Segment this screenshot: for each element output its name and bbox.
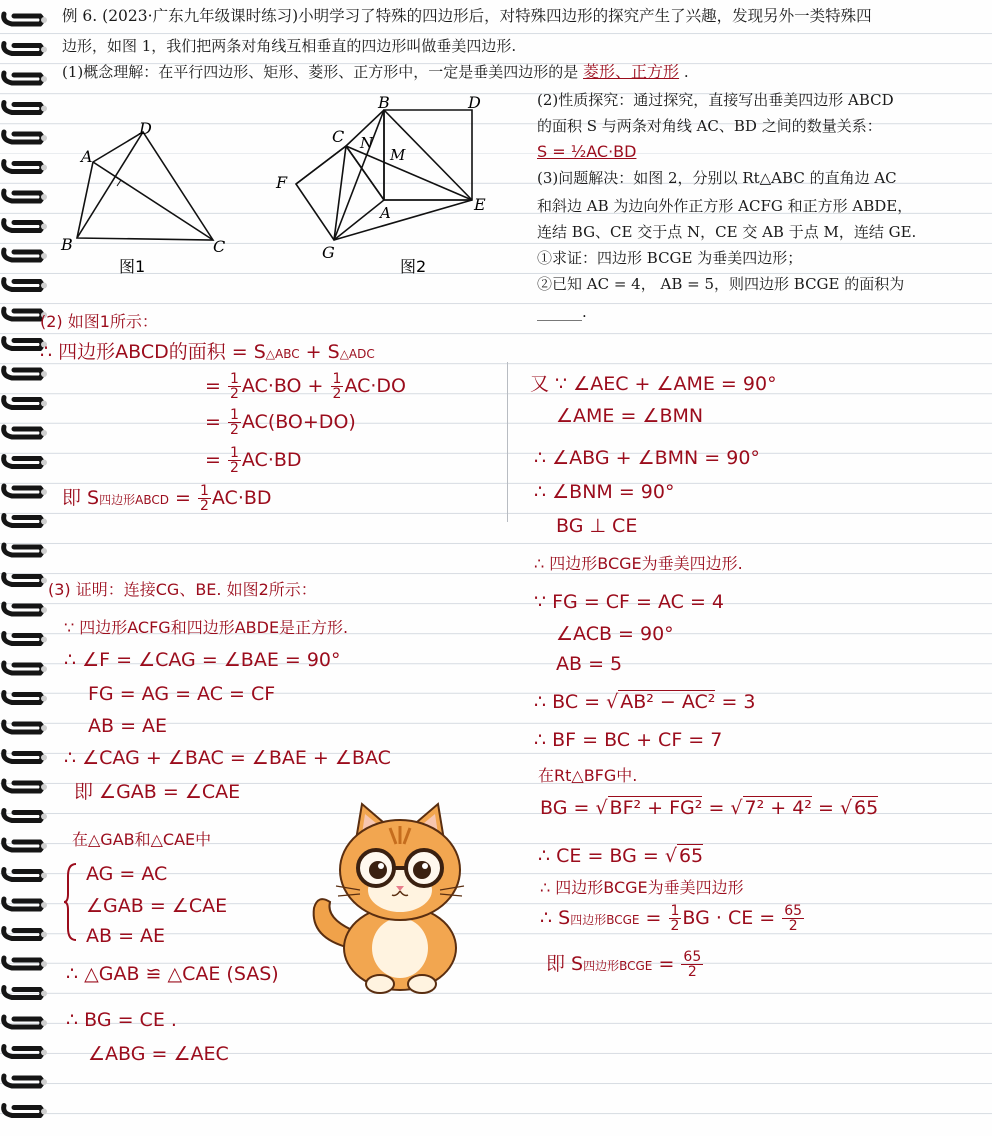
ce-prefix: ∴ CE = BG = — [538, 845, 665, 867]
equals: = — [205, 375, 227, 397]
proof-line-8: AG = AC — [86, 863, 168, 885]
fig2-label-m: M — [390, 146, 406, 164]
spiral-ring — [4, 162, 47, 172]
step-4-text: AC·BD — [241, 449, 302, 471]
fig2-label-n: N — [360, 134, 374, 152]
solution-3-heading: (3) 证明：连接CG、BE. 如图2所示： — [48, 580, 317, 599]
question-1-text: (1)概念理解：在平行四边形、矩形、菱形、正方形中，一定是垂美四边形的是 — [62, 63, 579, 81]
right-line-11: ∴ BF = BC + CF = 7 — [534, 729, 723, 751]
problem-line-2: 边形，如图 1，我们把两条对角线互相垂直的四边形叫做垂美四边形. — [62, 37, 517, 55]
half-fraction — [331, 372, 344, 401]
spiral-ring — [4, 427, 47, 437]
right-line-14: ∴ CE = BG = √ 65 — [538, 845, 704, 867]
half-fraction — [228, 446, 241, 475]
question-3-sub-2: ②已知 AC = 4， AB = 5，则四边形 BCGE 的面积为 — [537, 275, 905, 293]
frac-den: 2 — [229, 422, 239, 438]
frac-den: 2 — [229, 460, 239, 476]
spiral-ring — [4, 486, 47, 496]
conclusion-prefix: 即 S — [62, 487, 100, 509]
conclusion-eq: = — [168, 487, 197, 509]
area-mid: BG · CE = — [682, 907, 782, 929]
spiral-ring — [4, 929, 47, 939]
question-3-blank: ______. — [537, 303, 587, 321]
question-2-line-1: (2)性质探究：通过探究，直接写出垂美四边形 ABCD — [537, 91, 894, 109]
frac-num: 65 — [683, 949, 702, 965]
spiral-ring — [4, 398, 47, 408]
proof-line-9: ∠GAB = ∠CAE — [86, 895, 228, 917]
final-prefix: 即 S — [546, 953, 584, 975]
problem-line-1: 例 6. (2023·广东九年级课时练习)小明学习了特殊的四边形后，对特殊四边形的探究产生了兴趣，发现另外一类特殊四 — [62, 7, 872, 25]
spiral-ring — [4, 1076, 47, 1086]
bg-radicand-1: BF² + FG² — [609, 797, 703, 819]
spiral-binding — [0, 0, 50, 1136]
proof-line-10: AB = AE — [86, 925, 166, 947]
conclusion-end: AC·BD — [211, 487, 272, 509]
cat-with-glasses-sticker — [300, 798, 490, 998]
right-line-17 — [546, 950, 704, 979]
frac-den: 2 — [687, 964, 697, 980]
spiral-ring — [4, 811, 47, 821]
right-line-3: ∴ ∠ABG + ∠BMN = 90° — [534, 447, 760, 469]
right-line-9: AB = 5 — [556, 653, 623, 675]
spiral-ring — [4, 368, 47, 378]
area-eq: = — [639, 907, 668, 929]
spiral-ring — [4, 1017, 47, 1027]
column-divider — [507, 362, 508, 522]
frac-den: 2 — [199, 498, 209, 514]
right-line-13: BG = √ BF² + FG² = √ 7² + 4² = √ 65 — [540, 797, 879, 819]
half-fraction — [669, 904, 682, 933]
question-3-line-2: 和斜边 AB 为边向外作正方形 ACFG 和正方形 ABDE， — [537, 197, 913, 215]
bc-result: = 3 — [715, 691, 756, 713]
proof-line-5: ∴ ∠CAG + ∠BAC = ∠BAE + ∠BAC — [64, 747, 391, 769]
equals: = — [205, 411, 227, 433]
bg-eq-2: = — [811, 797, 840, 819]
solution-2-step-3 — [205, 408, 356, 437]
bg-prefix: BG = — [540, 797, 596, 819]
frac-den: 2 — [788, 918, 798, 934]
step-3-text: AC(BO+DO) — [241, 411, 356, 433]
question-2-line-2: 的面积 S 与两条对角线 AC、BD 之间的数量关系： — [537, 117, 882, 135]
frac-den: 2 — [670, 918, 680, 934]
right-line-6: ∴ 四边形BCGE为垂美四边形. — [534, 554, 743, 573]
right-line-1: 又 ∵ ∠AEC + ∠AME = 90° — [530, 373, 777, 395]
proof-line-1: ∵ 四边形ACFG和四边形ABDE是正方形. — [64, 618, 349, 637]
frac-num: 1 — [199, 483, 209, 499]
spiral-ring — [4, 73, 47, 83]
fig1-label-b: B — [61, 235, 73, 254]
right-line-5: BG ⊥ CE — [556, 515, 638, 537]
spiral-ring — [4, 516, 47, 526]
fig2-label-c: C — [332, 127, 345, 146]
question-1-end: . — [683, 63, 689, 81]
conclusion-sub: 四边形ABCD — [99, 493, 169, 507]
solution-2-heading: (2) 如图1所示： — [40, 312, 158, 331]
solution-2-step-4 — [205, 446, 302, 475]
proof-line-3: FG = AG = AC = CF — [88, 683, 276, 705]
frac-den: 2 — [332, 386, 342, 402]
right-line-2: ∠AME = ∠BMN — [556, 405, 704, 427]
ce-result: 65 — [678, 845, 704, 867]
spiral-ring — [4, 663, 47, 673]
right-line-15: ∴ 四边形BCGE为垂美四边形 — [540, 878, 744, 897]
step-1-sub-adc: △ADC — [339, 347, 375, 361]
solution-2-step-2 — [205, 372, 406, 401]
spiral-ring — [4, 221, 47, 231]
step-1-plus: + S — [299, 341, 340, 363]
area-sub: 四边形BCGE — [570, 913, 640, 927]
frac-num: 1 — [229, 407, 239, 423]
spiral-ring — [4, 545, 47, 555]
step-2-end: AC·DO — [344, 375, 406, 397]
solution-2-step-1 — [40, 340, 375, 366]
solution-2-conclusion — [62, 484, 272, 513]
step-2-mid: AC·BO + — [241, 375, 330, 397]
figure-2 — [268, 94, 498, 274]
fig1-label-a: A — [81, 147, 93, 166]
spiral-ring — [4, 781, 47, 791]
spiral-ring — [4, 870, 47, 880]
right-line-10: ∴ BC = √ AB² − AC² = 3 — [534, 691, 756, 713]
area-prefix: ∴ S — [540, 907, 571, 929]
proof-line-13: ∠ABG = ∠AEC — [88, 1043, 229, 1065]
frac-num: 1 — [229, 445, 239, 461]
proof-line-6: 即 ∠GAB = ∠CAE — [74, 781, 241, 803]
spiral-ring — [4, 840, 47, 850]
brace-icon — [62, 862, 80, 942]
question-2-answer: S = ½AC·BD — [537, 142, 637, 161]
right-line-16 — [540, 904, 805, 933]
question-3-line-3: 连结 BG、CE 交于点 N，CE 交 AB 于点 M，连结 GE. — [537, 223, 917, 241]
final-eq: = — [652, 953, 681, 975]
fig1-label-d: D — [139, 119, 152, 138]
spiral-ring — [4, 280, 47, 290]
bg-result: 65 — [854, 797, 879, 819]
bc-prefix: ∴ BC = — [534, 691, 607, 713]
spiral-ring — [4, 44, 47, 54]
spiral-ring — [4, 103, 47, 113]
frac-den: 2 — [229, 386, 239, 402]
half-fraction — [228, 372, 241, 401]
bg-eq-1: = — [702, 797, 731, 819]
question-1 — [62, 62, 689, 82]
question-1-answer: 菱形、正方形 — [583, 62, 680, 81]
frac-num: 1 — [670, 903, 680, 919]
right-line-4: ∴ ∠BNM = 90° — [534, 481, 675, 503]
fig2-label-e: E — [474, 195, 486, 214]
proof-line-4: AB = AE — [88, 715, 168, 737]
spiral-ring — [4, 604, 47, 614]
fig2-label-d: D — [468, 94, 481, 112]
spiral-ring — [4, 1106, 47, 1116]
right-line-8: ∠ACB = 90° — [556, 623, 674, 645]
question-3-sub-1: ①求证：四边形 BCGE 为垂美四边形； — [537, 249, 803, 267]
figure-2-caption: 图2 — [400, 257, 427, 274]
step-1-sub-abc: △ABC — [265, 347, 300, 361]
frac-num: 1 — [229, 371, 239, 387]
right-line-12: 在Rt△BFG中. — [538, 766, 638, 785]
bg-radicand-2: 7² + 4² — [744, 797, 812, 819]
spiral-ring — [4, 250, 47, 260]
bc-radicand: AB² − AC² — [620, 691, 716, 713]
fig1-label-c: C — [213, 237, 226, 256]
step-1-text: ∴ 四边形ABCD的面积 = S — [40, 341, 266, 363]
spiral-ring — [4, 722, 47, 732]
spiral-ring — [4, 899, 47, 909]
figure-1-caption: 图1 — [119, 257, 146, 276]
proof-line-7: 在△GAB和△CAE中 — [72, 830, 212, 849]
fig2-label-b: B — [378, 94, 390, 112]
fig2-label-f: F — [276, 173, 288, 192]
frac-num: 1 — [332, 371, 342, 387]
equals: = — [205, 449, 227, 471]
right-line-7: ∵ FG = CF = AC = 4 — [534, 591, 724, 613]
spiral-ring — [4, 693, 47, 703]
proof-line-12: ∴ BG = CE . — [66, 1009, 177, 1031]
spiral-ring — [4, 988, 47, 998]
spiral-ring — [4, 575, 47, 585]
proof-line-11: ∴ △GAB ≌ △CAE (SAS) — [66, 963, 279, 985]
frac-num: 65 — [784, 903, 803, 919]
spiral-ring — [4, 132, 47, 142]
spiral-ring — [4, 1047, 47, 1057]
half-fraction — [198, 484, 211, 513]
spiral-ring — [4, 14, 47, 24]
spiral-ring — [4, 634, 47, 644]
spiral-ring — [4, 191, 47, 201]
fig2-label-a: A — [380, 204, 391, 222]
half-fraction — [228, 408, 241, 437]
spiral-ring — [4, 457, 47, 467]
spiral-ring — [4, 752, 47, 762]
spiral-ring — [4, 958, 47, 968]
area-fraction — [782, 904, 804, 933]
figure-1 — [55, 110, 245, 280]
final-fraction — [681, 950, 703, 979]
fig2-label-g: G — [322, 243, 335, 262]
question-3-line-1: (3)问题解决：如图 2，分别以 Rt△ABC 的直角边 AC — [537, 169, 897, 187]
proof-line-2: ∴ ∠F = ∠CAG = ∠BAE = 90° — [64, 649, 341, 671]
final-sub: 四边形BCGE — [583, 959, 653, 973]
